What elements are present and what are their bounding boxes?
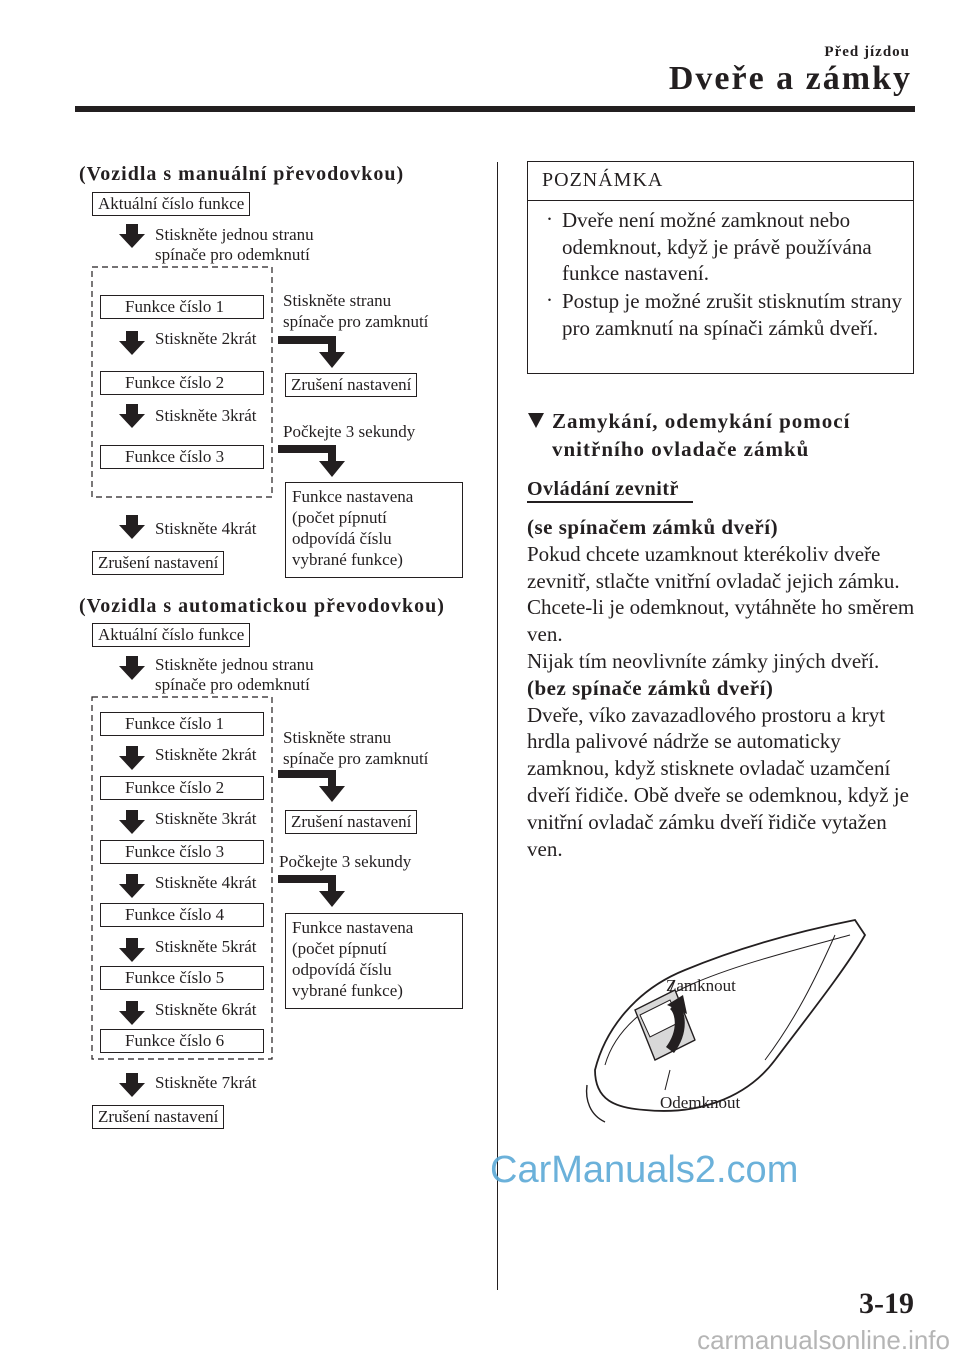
note-title: POZNÁMKA xyxy=(542,169,664,191)
note-item: · Dveře není možné zamknout nebo odemknout, když je právě používána funkce nastavení. xyxy=(546,207,872,285)
function-4-box: Funkce číslo 4 xyxy=(100,903,264,927)
arrow-down-icon xyxy=(119,404,145,428)
function-5-box: Funkce číslo 5 xyxy=(100,966,264,990)
lock-label: Zamknout xyxy=(666,976,736,995)
locking-content xyxy=(527,514,917,862)
manual-section-title: (Vozidla s manuální převodovkou) xyxy=(79,163,405,185)
bullet-icon: · xyxy=(546,207,553,231)
current-function-box: Aktuální číslo funkce xyxy=(92,623,250,647)
automatic-section-title: (Vozidla s automatickou převodovkou) xyxy=(79,595,445,617)
p2-title: (bez spínače zámků dveří) xyxy=(527,675,774,700)
p1-title: (se spínačem zámků dveří) xyxy=(527,515,779,539)
wait-label: Počkejte 3 sekundy xyxy=(283,422,416,441)
wait-label: Počkejte 3 sekundy xyxy=(279,852,412,871)
header-section: Před jízdou xyxy=(824,44,910,60)
watermark: CarManuals2.com xyxy=(490,1149,799,1191)
press-lock-label: Stiskněte stranu spínače pro zamknutí xyxy=(283,728,429,768)
unlock-label: Odemknout xyxy=(660,1093,741,1112)
arrow-down-icon xyxy=(119,746,145,770)
cancel-right-box: Zrušení nastavení xyxy=(285,373,417,397)
press-2x-label: Stiskněte 2krát xyxy=(155,745,257,764)
locking-subheading: Ovládání zevnitř xyxy=(527,478,679,500)
page-number: 3-19 xyxy=(859,1287,914,1320)
arrow-down-icon xyxy=(119,1001,145,1025)
press-lock-label: Stiskněte stranu spínače pro zamknutí xyxy=(283,291,429,331)
function-set-box: Funkce nastavena (počet pípnutí odpovídá číslu vybrané funkce) xyxy=(285,913,463,1009)
arrow-down-icon xyxy=(119,224,145,248)
function-2-box: Funkce číslo 2 xyxy=(100,776,264,800)
press-4x-label: Stiskněte 4krát xyxy=(155,873,257,892)
press-7x-label: Stiskněte 7krát xyxy=(155,1073,257,1092)
function-6-box: Funkce číslo 6 xyxy=(100,1029,264,1053)
current-function-box: Aktuální číslo funkce xyxy=(92,192,250,216)
chapter-title: Dveře a zámky xyxy=(668,60,912,97)
note-box xyxy=(527,161,914,374)
turn-arrow-icon xyxy=(278,445,345,477)
arrow-down-icon xyxy=(119,331,145,355)
function-1-box: Funkce číslo 1 xyxy=(100,295,264,319)
arrow-down-icon xyxy=(119,1073,145,1097)
function-3-box: Funkce číslo 3 xyxy=(100,840,264,864)
press-2x-label: Stiskněte 2krát xyxy=(155,329,257,348)
cancel-box: Zrušení nastavení xyxy=(92,1105,224,1129)
cancel-right-box: Zrušení nastavení xyxy=(285,810,417,834)
arrow-down-icon xyxy=(119,810,145,834)
press-4x-label: Stiskněte 4krát xyxy=(155,519,257,538)
triangle-marker-icon xyxy=(528,413,544,428)
p1-text: Pokud chcete uzamknout kterékoliv dveře zevnitř, stlačte vnitřní ovladač jejich zámku. Chcete-li je odemknout, vytáhněte ho směrem ven. Nijak tím neovlivníte zámky jiných dveří. xyxy=(527,541,915,673)
press-unlock-label: Stiskněte jednou stranu spínače pro odemknutí xyxy=(155,655,314,694)
function-2-box: Funkce číslo 2 xyxy=(100,371,264,395)
function-3-box: Funkce číslo 3 xyxy=(100,445,264,469)
note-title-rule xyxy=(528,200,913,201)
turn-arrow-icon xyxy=(278,336,345,368)
footer-site: carmanualsonline.info xyxy=(697,1325,950,1355)
locking-heading: Zamykání, odemykání pomocí vnitřního ovladače zámků xyxy=(552,409,851,461)
function-1-box: Funkce číslo 1 xyxy=(100,712,264,736)
press-3x-label: Stiskněte 3krát xyxy=(155,406,257,425)
cancel-box: Zrušení nastavení xyxy=(92,551,224,575)
arrow-down-icon xyxy=(119,938,145,962)
bullet-icon: · xyxy=(546,288,553,312)
arrow-down-icon xyxy=(119,874,145,898)
function-set-box: Funkce nastavena (počet pípnutí odpovídá číslu vybrané funkce) xyxy=(285,482,463,578)
p2-text: Dveře, víko zavazadlového prostoru a kryt hrdla palivové nádrže se automaticky zamknou, když stisknete ovladač uzamčení dveří řidiče. Obě dveře se odemknou, když je vnitřní ovladač zámku dveří řidiče vytažen ven. xyxy=(527,702,909,861)
arrow-down-icon xyxy=(119,515,145,539)
press-unlock-label: Stiskněte jednou stranu spínače pro odemknutí xyxy=(155,225,314,264)
turn-arrow-icon xyxy=(278,875,345,907)
press-3x-label: Stiskněte 3krát xyxy=(155,809,257,828)
press-5x-label: Stiskněte 5krát xyxy=(155,937,257,956)
press-6x-label: Stiskněte 6krát xyxy=(155,1000,257,1019)
subheading-underline xyxy=(527,501,693,503)
turn-arrow-icon xyxy=(278,770,345,802)
arrow-down-icon xyxy=(119,656,145,680)
note-item: · Postup je možné zrušit stisknutím strany pro zamknutí na spínači zámků dveří. xyxy=(546,288,903,340)
